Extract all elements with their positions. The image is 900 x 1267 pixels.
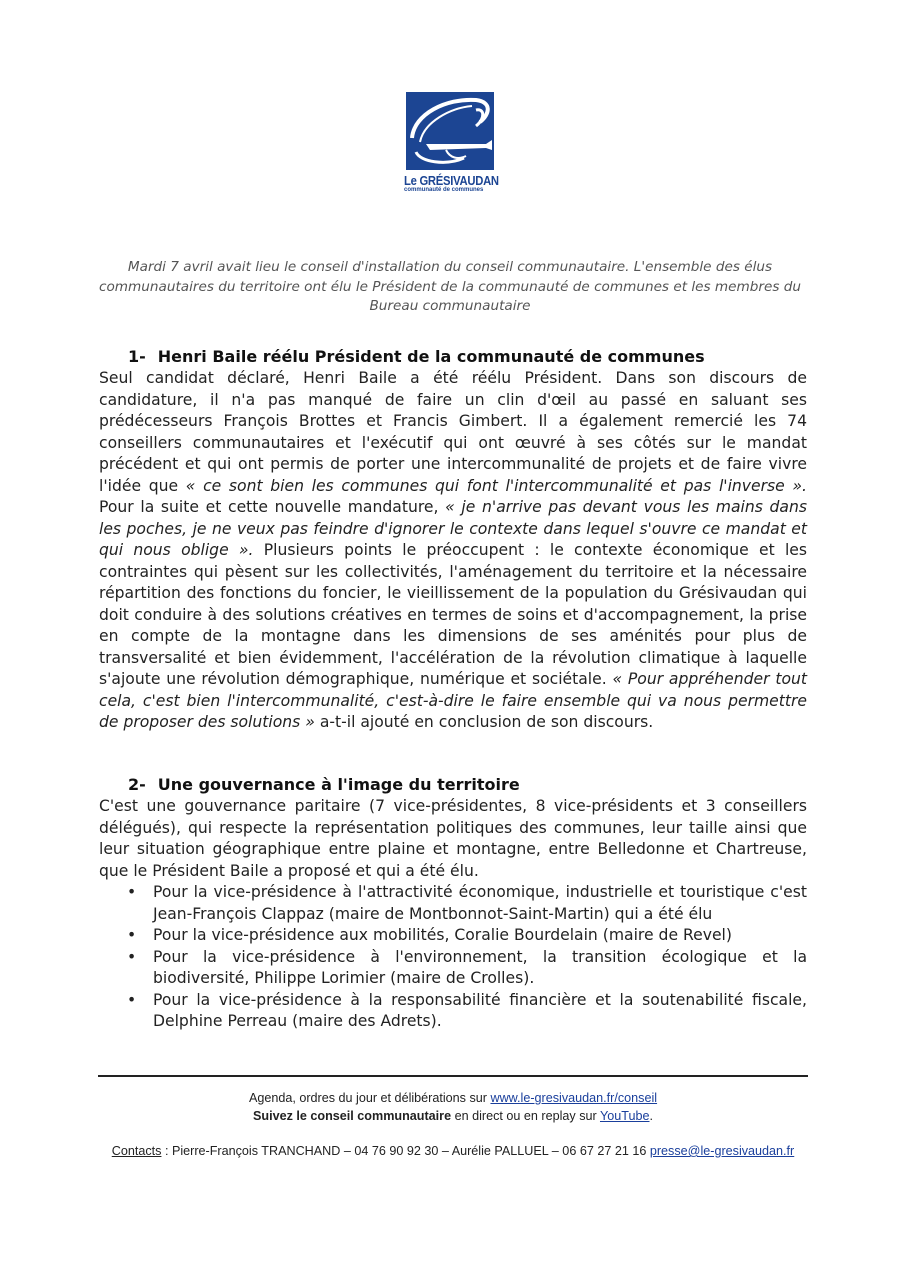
bullet-icon: • xyxy=(127,926,137,944)
logo-mark-icon xyxy=(406,92,494,170)
follow-bold-text: Suivez le conseil communautaire xyxy=(253,1109,452,1123)
list-item-text: Pour la vice-présidence à l'attractivité économique, industrielle et touristique c'est Jean-François Clappaz (maire de Montbonnot-Saint-Martin) qui a été élu xyxy=(153,883,807,923)
logo xyxy=(404,92,499,193)
list-item-text: Pour la vice-présidence à l'environnement, la transition écologique et la biodiversité, Philippe Lorimier (maire de Crolles). xyxy=(153,947,807,987)
quote: « je n'arrive pas devant vous les mains dans les poches, je ne veux pas feindre d'ignorer le contexte dans lequel s'ouvre ce mandat et qui nous oblige ». xyxy=(99,498,807,559)
list-item xyxy=(99,882,807,925)
logo-subtitle: communauté de communes xyxy=(404,187,484,193)
youtube-link[interactable]: YouTube xyxy=(599,1109,650,1123)
list-item-text: Pour la vice-présidence à la responsabilité financière et la soutenabilité fiscale, Delphine Perreau (maire des Adrets). xyxy=(153,990,807,1030)
section-president xyxy=(99,346,807,734)
text-run: Seul candidat déclaré, Henri Baile a été réélu Président. Dans son discours de candidature, il n'a pas manqué de faire un clin d'œil au passé en saluant ses prédécesseurs François Brottes et Francis Gimbert. Il a également remercié les 74 conseillers communautaires et l'exécutif qui ont œuvré à ses côtés sur le mandat précédent et qui ont permis de porter une intercommunalité de projets et de faire vivre l'idée que xyxy=(99,369,807,495)
section-heading xyxy=(128,774,807,796)
bullet-icon: • xyxy=(127,947,137,966)
list-item xyxy=(99,990,807,1033)
section-title: Une gouvernance à l'image du territoire xyxy=(157,775,520,794)
follow-end: . xyxy=(649,1109,653,1123)
follow-line xyxy=(98,1107,808,1125)
section-paragraph xyxy=(99,368,807,734)
agenda-link[interactable]: www.le-gresivaudan.fr/conseil xyxy=(490,1091,658,1105)
footer-divider xyxy=(98,1075,808,1077)
quote: « ce sont bien les communes qui font l'intercommunalité et pas l'inverse ». xyxy=(185,476,807,495)
bullet-icon: • xyxy=(127,990,137,1009)
agenda-line xyxy=(98,1089,808,1107)
section-paragraph: C'est une gouvernance paritaire (7 vice-présidentes, 8 vice-présidents et 3 conseillers délégués), qui respecte la représentation politiques des communes, leur taille ainsi que leur situation géographique entre plaine et montagne, entre Belledonne et Chartreuse, que le Président Baile a proposé et qui a été élu. xyxy=(99,797,807,880)
section-heading xyxy=(128,346,807,368)
bullet-icon: • xyxy=(127,883,137,901)
section-title: Henri Baile réélu Président de la communauté de communes xyxy=(157,347,705,366)
intro-summary: Mardi 7 avril avait lieu le conseil d'installation du conseil communautaire. L'ensemble des élus communautaires du territoire ont élu le Président de la communauté de communes et les membres du Bureau communautaire xyxy=(99,259,801,314)
section-governance xyxy=(99,774,807,1033)
footer-links xyxy=(98,1089,808,1125)
section-number: 2- xyxy=(128,775,146,794)
vice-president-list xyxy=(99,882,807,1033)
list-item xyxy=(99,947,807,990)
text-run: a-t-il ajouté en conclusion de son discours. xyxy=(314,713,654,731)
list-item xyxy=(99,925,807,947)
text-run: Pour la suite et cette nouvelle mandature, xyxy=(99,498,446,516)
email-link[interactable]: presse@le-gresivaudan.fr xyxy=(649,1144,795,1158)
agenda-text: Agenda, ordres du jour et délibérations sur xyxy=(248,1091,491,1105)
contacts-label: Contacts xyxy=(111,1144,162,1158)
footer-contacts xyxy=(98,1142,808,1160)
follow-text: en direct ou en replay sur xyxy=(451,1109,600,1123)
section-number: 1- xyxy=(128,347,146,366)
quote: « Pour appréhender tout cela, c'est bien l'intercommunalité, c'est-à-dire le faire ensemble qui va nous permettre de proposer des solutions » xyxy=(99,670,807,731)
logo-name: Le GRÉSIVAUDAN xyxy=(404,174,499,188)
list-item-text: Pour la vice-présidence aux mobilités, Coralie Bourdelain (maire de Revel) xyxy=(153,926,732,944)
contacts-text: : Pierre-François TRANCHAND – 04 76 90 92 30 – Aurélie PALLUEL – 06 67 27 21 16 xyxy=(161,1144,650,1158)
text-run: Plusieurs points le préoccupent : le contexte économique et les contraintes qui pèsent sur les collectivités, l'aménagement du territoire et la nécessaire répartition des fonctions du foncier, le vieillissement de la population du Grésivaudan qui doit conduire à des solutions créatives en termes de soins et d'accompagnement, la prise en compte de la montagne dans les dimensions de ses aménités pour plus de transversalité et bien évidemment, l'accélération de la révolution climatique à laquelle s'ajoute une révolution démographique, numérique et sociétale. xyxy=(99,541,807,688)
